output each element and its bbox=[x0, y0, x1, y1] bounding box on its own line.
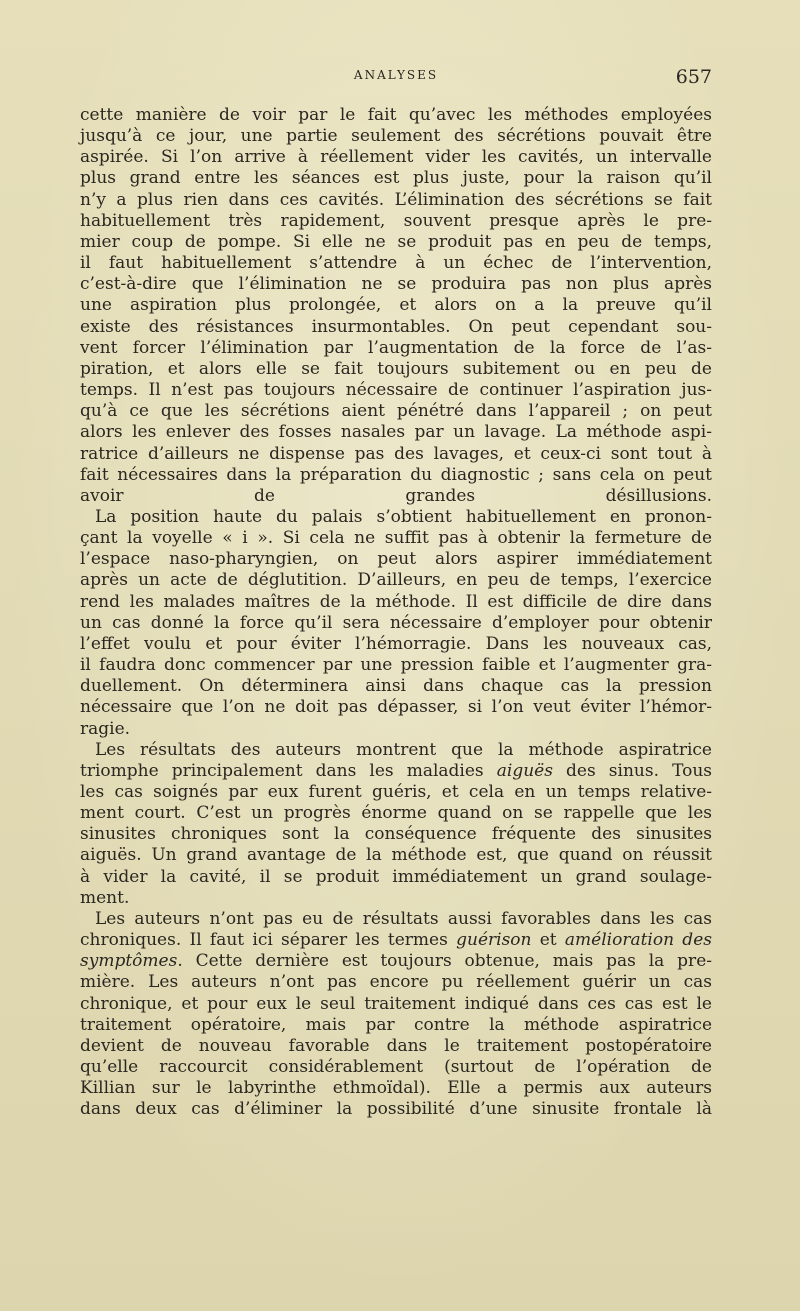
italic-term: symptômes bbox=[80, 951, 178, 972]
text-line: devient de nouveau favorable dans le traitement postopératoire bbox=[80, 1035, 712, 1056]
text-line: dans deux cas d’éliminer la possibilité d’une sinusite frontale là bbox=[80, 1099, 712, 1120]
text-line: habituellement très rapidement, souvent presque après le pre- bbox=[80, 210, 712, 231]
text-line: qu’elle raccourcit considérablement (surtout de l’opération de bbox=[80, 1057, 712, 1078]
text-line: Les résultats des auteurs montrent que la méthode aspiratrice bbox=[95, 739, 712, 760]
text-line-with-italic: chroniques. Il faut ici séparer les termes guérison et amélioration des bbox=[80, 930, 712, 951]
text-line: ment court. C’est un progrès énorme quand on se rappelle que les bbox=[80, 803, 712, 824]
text-line-with-italic: triomphe principalement dans les maladies aiguës des sinus. Tous bbox=[80, 760, 712, 781]
text-line: les cas soignés par eux furent guéris, et cela en un temps relative- bbox=[80, 782, 712, 802]
running-head: ANALYSES bbox=[353, 68, 439, 82]
text-line: Les auteurs n’ont pas eu de résultats aussi favorables dans les cas bbox=[95, 908, 712, 929]
text-line: l’effet voulu et pour éviter l’hémorragie. Dans les nouveaux cas, bbox=[80, 633, 712, 654]
text-line: La position haute du palais s’obtient habituellement en pronon- bbox=[95, 506, 712, 527]
text-line: duellement. On déterminera ainsi dans chaque cas la pression bbox=[80, 676, 712, 697]
text-line: nécessaire que l’on ne doit pas dépasser, si l’on veut éviter l’hémor- bbox=[80, 697, 712, 718]
text-line: Killian sur le labyrinthe ethmoïdal). Elle a permis aux auteurs bbox=[80, 1078, 712, 1099]
text-line: avoir de grandes désillusions. bbox=[80, 485, 712, 506]
text-line: alors les enlever des fosses nasales par un lavage. La méthode aspi- bbox=[80, 422, 712, 443]
text-line: fait nécessaires dans la préparation du diagnostic ; sans cela on peut bbox=[80, 464, 712, 485]
text-line: sinusites chroniques sont la conséquence fréquente des sinusites bbox=[80, 824, 712, 845]
text-line: cette manière de voir par le fait qu’avec les méthodes employées bbox=[80, 105, 712, 125]
text-line: traitement opératoire, mais par contre la méthode aspiratrice bbox=[80, 1014, 712, 1035]
page-number: 657 bbox=[675, 66, 712, 88]
text-line: aspirée. Si l’on arrive à réellement vider les cavités, un intervalle bbox=[80, 147, 712, 168]
body-text bbox=[80, 105, 712, 1121]
italic-term: aiguës bbox=[496, 760, 553, 781]
paragraph-1 bbox=[80, 105, 712, 507]
text-line: chronique, et pour eux le seul traitement indiqué dans ces cas est le bbox=[80, 993, 712, 1014]
text-line: l’espace naso-pharyngien, on peut alors aspirer immédiatement bbox=[80, 549, 712, 570]
text-line-with-italic: symptômes. Cette dernière est toujours obtenue, mais pas la pre- bbox=[80, 951, 712, 972]
text-line: çant la voyelle « i ». Si cela ne suffit pas à obtenir la fermeture de bbox=[80, 528, 712, 549]
paragraph-2 bbox=[80, 507, 712, 740]
text-line: vent forcer l’élimination par l’augmentation de la force de l’as- bbox=[80, 337, 712, 358]
text-line: temps. Il n’est pas toujours nécessaire de continuer l’aspiration jus- bbox=[80, 380, 712, 401]
text-line: jusqu’à ce jour, une partie seulement des sécrétions pouvait être bbox=[80, 126, 712, 147]
text-line: une aspiration plus prolongée, et alors on a la preuve qu’il bbox=[80, 295, 712, 316]
italic-term: guérison bbox=[456, 930, 532, 951]
text-line: qu’à ce que les sécrétions aient pénétré dans l’appareil ; on peut bbox=[80, 401, 712, 422]
page-header bbox=[80, 66, 712, 90]
text-line: existe des résistances insurmontables. On peut cependant sou- bbox=[80, 316, 712, 337]
text-line: mière. Les auteurs n’ont pas encore pu réellement guérir un cas bbox=[80, 972, 712, 993]
text-line: mier coup de pompe. Si elle ne se produit pas en peu de temps, bbox=[80, 231, 712, 252]
italic-term: amélioration des bbox=[564, 930, 712, 951]
text-line: il faut habituellement s’attendre à un échec de l’intervention, bbox=[80, 253, 712, 274]
text-line: n’y a plus rien dans ces cavités. L’élimination des sécrétions se fait bbox=[80, 189, 712, 210]
text-line: il faudra donc commencer par une pression faible et l’augmenter gra- bbox=[80, 655, 712, 676]
text-line: ratrice d’ailleurs ne dispense pas des lavages, et ceux-ci sont tout à bbox=[80, 443, 712, 464]
text-line: ment. bbox=[80, 887, 130, 908]
text-line: après un acte de déglutition. D’ailleurs, en peu de temps, l’exercice bbox=[80, 570, 712, 591]
text-line: plus grand entre les séances est plus juste, pour la raison qu’il bbox=[80, 168, 712, 189]
text-line: piration, et alors elle se fait toujours subitement ou en peu de bbox=[80, 358, 712, 379]
paragraph-4 bbox=[80, 909, 712, 1121]
text-line: c’est-à-dire que l’élimination ne se produira pas non plus après bbox=[80, 274, 712, 295]
text-line: aiguës. Un grand avantage de la méthode est, que quand on réussit bbox=[80, 845, 712, 866]
paragraph-3 bbox=[80, 740, 712, 909]
text-line: un cas donné la force qu’il sera nécessaire d’employer pour obtenir bbox=[80, 612, 712, 633]
text-line: rend les malades maîtres de la méthode. Il est difficile de dire dans bbox=[80, 591, 712, 612]
text-line: à vider la cavité, il se produit immédiatement un grand soulage- bbox=[80, 866, 712, 887]
text-line: ragie. bbox=[80, 718, 131, 739]
